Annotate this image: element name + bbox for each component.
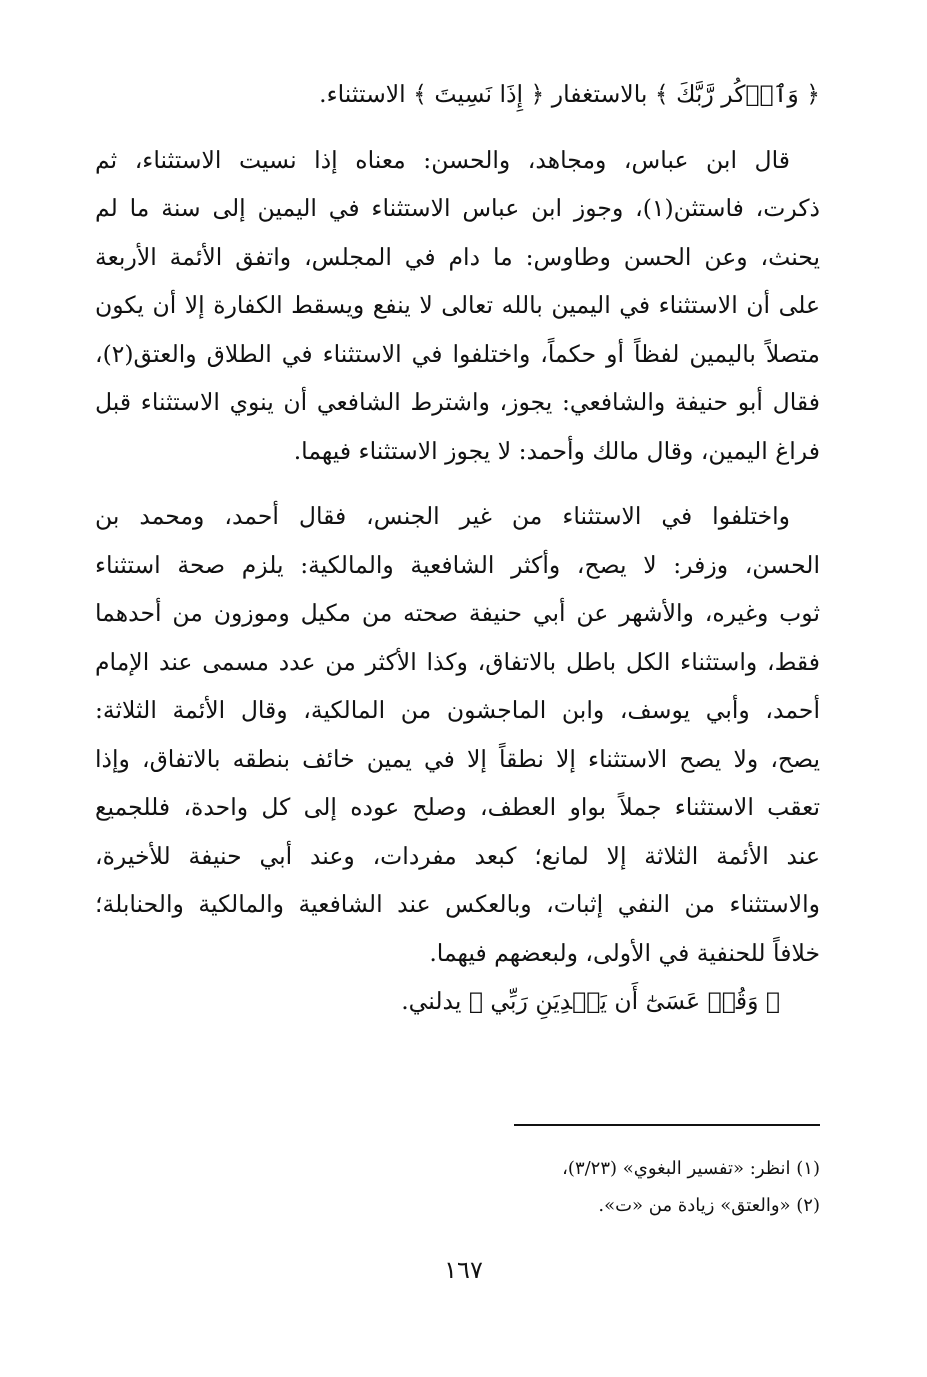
text-line-12: فقط، واستثناء الكل باطل بالاتفاق، وكذا الأكثر من عدد مسمى عند الإمام [95, 647, 820, 676]
text-line-7: فقال أبو حنيفة والشافعي: يجوز، واشترط الشافعي أن ينوي الاستثناء قبل [95, 388, 820, 416]
text-line-16: عند الأئمة الثلاثة إلا لمانع؛ كبعد مفردات، وعند أبي حنيفة للأخيرة، [95, 841, 820, 870]
page-number: ١٦٧ [444, 1256, 483, 1284]
text-line-9: واختلفوا في الاستثناء من غير الجنس، فقال أحمد، ومحمد بن [95, 502, 790, 530]
verse-line-19: ﴿ وَقُلۡ عَسَىٰٓ أَن يَهۡدِيَنِ رَبِّي ﴾ يدلني. [401, 987, 780, 1015]
text-line-6: متصلاً باليمين لفظاً أو حكماً، واختلفوا في الاستثناء في الطلاق والعتق(٢)، [95, 339, 820, 368]
text-line-2: قال ابن عباس، ومجاهد، والحسن: معناه إذا نسيت الاستثناء، ثم [95, 145, 790, 174]
paragraph-gap [95, 475, 820, 492]
footnote-1: (١) انظر: «تفسير البغوي» (٣/٢٣)، [562, 1158, 820, 1179]
footnote-2: (٢) «والعتق» زيادة من «ت». [598, 1195, 820, 1216]
text-line-14: يصح، ولا يصح الاستثناء إلا نطقاً إلا في يمين خائف بنطقه بالاتفاق، وإذا [95, 744, 820, 773]
text-line-17: والاستثناء من النفي إثبات، وبالعكس عند الشافعية والمالكية والحنابلة؛ [95, 890, 820, 918]
text-line-10: الحسن، وزفر: لا يصح، وأكثر الشافعية والمالكية: يلزم صحة استثناء [95, 550, 820, 579]
text-line-3: ذكرت، فاستثن(١)، وجوز ابن عباس الاستثناء في اليمين إلى سنة ما لم [95, 194, 821, 222]
paragraph-gap [95, 119, 820, 136]
text-line-11: ثوب وغيره، والأشهر عن أبي حنيفة صحته من مكيل وموزون من أحدهما [95, 599, 820, 627]
footnotes [300, 1150, 820, 1224]
main-text-block [95, 70, 820, 1026]
text-line-8: فراغ اليمين، وقال مالك وأحمد: لا يجوز الاستثناء فيهما. [293, 436, 820, 465]
verse-line-1: ﴿ وَٱذۡكُر رَّبَّكَ ﴾ بالاستغفار ﴿ إِذَا نَسِيتَ ﴾ الاستثناء. [319, 80, 820, 108]
footnote-separator [514, 1124, 820, 1126]
text-line-18: خلافاً للحنفية في الأولى، ولبعضهم فيهما. [429, 938, 820, 967]
text-line-4: يحنث، وعن الحسن وطاوس: ما دام في المجلس، واتفق الأئمة الأربعة [95, 242, 820, 271]
text-line-13: أحمد، وأبي يوسف، وابن الماجشون من المالكية، وقال الأئمة الثلاثة: [95, 696, 820, 724]
text-line-15: تعقب الاستثناء جملاً بواو العطف، وصلح عوده إلى كل واحدة، فللجميع [95, 793, 820, 821]
text-line-5: على أن الاستثناء في اليمين بالله تعالى لا ينفع ويسقط الكفارة إلا أن يكون [95, 291, 820, 319]
